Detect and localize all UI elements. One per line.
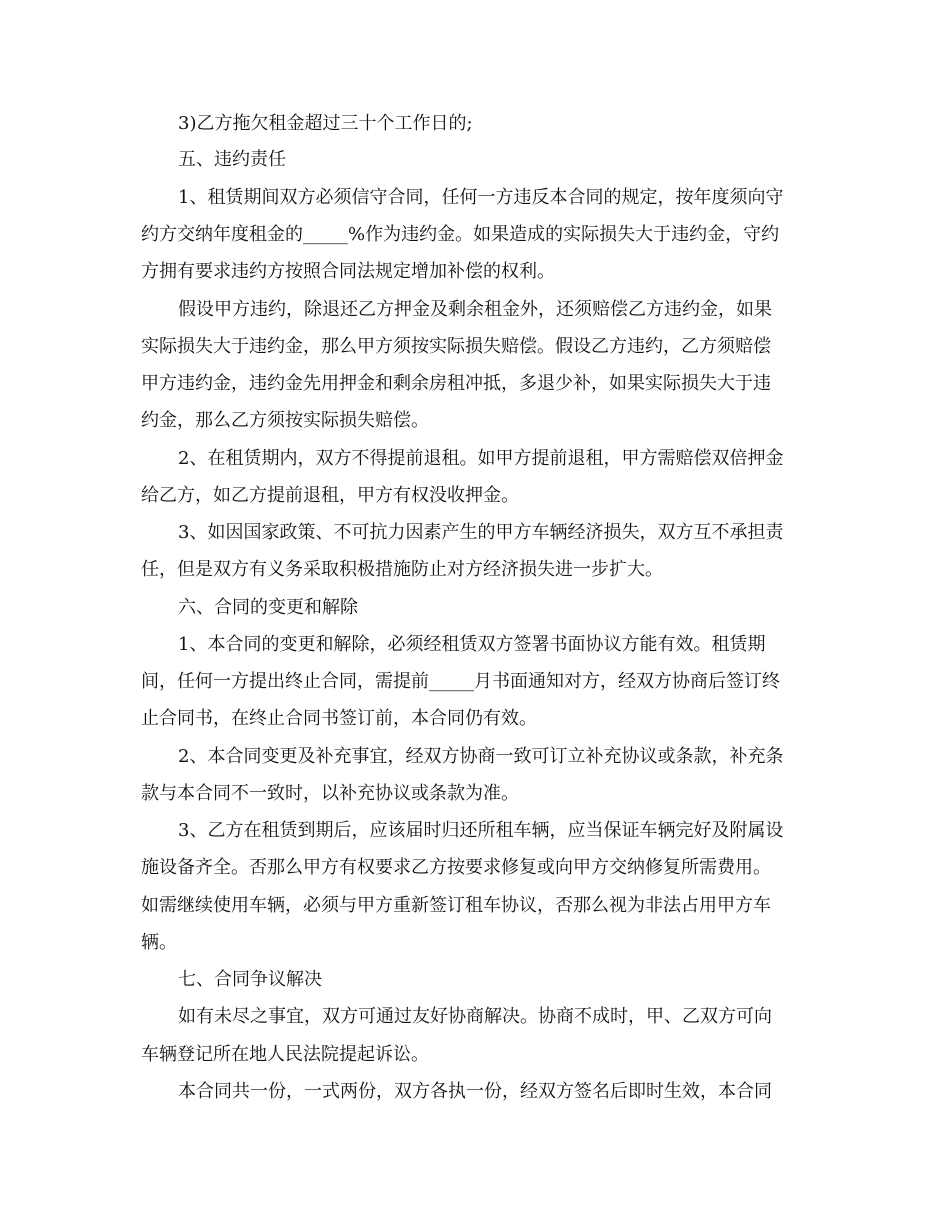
text-line: 止合同书，在终止合同书签订前，本合同仍有效。: [141, 708, 537, 729]
text-line: 3、如因国家政策、不可抗力因素产生的甲方车辆经济损失，双方互不承担责: [178, 522, 784, 543]
text-line: 2、本合同变更及补充事宜，经双方协商一致可订立补充协议或条款，补充条: [178, 746, 784, 767]
text-line: 实际损失大于违约金，那么甲方须按实际损失赔偿。假设乙方违约，乙方须赔偿: [141, 336, 771, 357]
text-line: 如需继续使用车辆，必须与甲方重新签订租车协议，否那么视为非法占用甲方车: [141, 895, 771, 916]
text-line: 1、租赁期间双方必须信守合同，任何一方违反本合同的规定，按年度须向守: [178, 187, 784, 208]
text-line: 约金，那么乙方须按实际损失赔偿。: [141, 410, 429, 431]
text-line: 方拥有要求违约方按照合同法规定增加补偿的权利。: [141, 261, 555, 282]
text-line: 2、在租赁期内，双方不得提前退租。如甲方提前退租，甲方需赔偿双倍押金: [178, 448, 784, 469]
text-line: 车辆登记所在地人民法院提起诉讼。: [141, 1044, 429, 1065]
text-line: 如有未尽之事宜，双方可通过友好协商解决。协商不成时，甲、乙双方可向: [178, 1006, 772, 1027]
section-heading: 六、合同的变更和解除: [178, 597, 358, 618]
text-line: 假设甲方违约，除退还乙方押金及剩余租金外，还须赔偿乙方违约金，如果: [178, 299, 772, 320]
text-line: 3、乙方在租赁到期后，应该届时归还所租车辆，应当保证车辆完好及附属设: [178, 820, 784, 841]
text-line: 约方交纳年度租金的_____%作为违约金。如果造成的实际损失大于违约金，守约: [141, 224, 780, 245]
text-line: 辆。: [141, 932, 177, 953]
text-line: 款与本合同不一致时，以补充协议或条款为准。: [141, 783, 519, 804]
section-heading: 七、合同争议解决: [178, 969, 322, 990]
text-line: 1、本合同的变更和解除，必须经租赁双方签署书面协议方能有效。租赁期: [178, 634, 766, 655]
text-line: 间，任何一方提出终止合同，需提前_____月书面通知对方，经双方协商后签订终: [141, 671, 780, 692]
text-line: 给乙方，如乙方提前退租，甲方有权没收押金。: [141, 485, 519, 506]
text-line: 施设备齐全。否那么甲方有权要求乙方按要求修复或向甲方交纳修复所需费用。: [141, 857, 771, 878]
section-heading: 五、违约责任: [178, 149, 286, 170]
text-line: 本合同共一份，一式两份，双方各执一份，经双方签名后即时生效，本合同: [178, 1081, 772, 1102]
text-line: 任，但是双方有义务采取积极措施防止对方经济损失进一步扩大。: [141, 559, 663, 580]
text-line: 甲方违约金，违约金先用押金和剩余房租冲抵，多退少补，如果实际损失大于违: [141, 373, 771, 394]
text-line: 3)乙方拖欠租金超过三十个工作日的;: [178, 113, 473, 134]
